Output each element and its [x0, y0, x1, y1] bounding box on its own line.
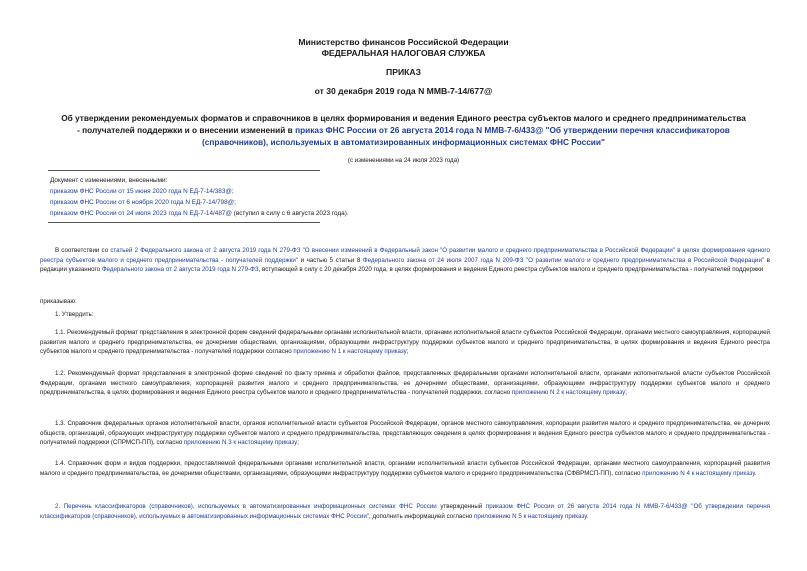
change-suffix: (вступил в силу с 6 августа 2023 года).: [231, 210, 349, 217]
item-end: .: [754, 469, 757, 477]
preamble-text: в редакции указанного: [40, 256, 770, 274]
preamble-paragraph: [40, 246, 770, 275]
divider-bottom: [48, 222, 320, 223]
document-title: [60, 112, 747, 148]
order-word: приказываю:: [40, 298, 77, 305]
item-end: ;: [297, 439, 299, 447]
change-link[interactable]: приказом ФНС России от 15 июня 2020 года N ЕД-7-14/383@: [50, 188, 232, 195]
law-link[interactable]: статьей 2 Федерального закона от 2 августа 2019 года N 279-ФЗ "О внесении изменений в Федеральный закон "О развитии малого и среднего предпринимательства в Российской Федерации" в целях формирования единого реестра субъектов малого и среднего предпринимательства - получателей поддержки": [40, 247, 770, 264]
item-text: 1.1. Рекомендуемый формат представления в электронной форме сведений федеральными органами исполнительной власти, органами исполнительной власти субъектов Российской Федерации, органами местного самоуправления, корпорацией развития малого и среднего предпринимательства, ее дочерними обществами, организациями, образующими инфраструктуру поддержки субъектов малого и среднего предпринимательства, в целях формирования и ведения Единого реестра субъектов малого и среднего предпринимательства - получателей поддержки согласно: [40, 329, 771, 356]
appendix-link[interactable]: приложению N 5 к настоящему приказу: [474, 512, 587, 520]
change-link[interactable]: приказом ФНС России от 6 ноября 2020 года N ЕД-7-14/798@: [50, 199, 235, 206]
item-paragraph: [40, 369, 770, 398]
item-paragraph: [40, 328, 770, 357]
change-item: [50, 210, 349, 217]
item-end: .: [586, 512, 589, 520]
service-name: ФЕДЕРАЛЬНАЯ НАЛОГОВАЯ СЛУЖБА: [321, 48, 486, 58]
title-text: Об утверждении рекомендуемых форматов и справочников в целях формирования и ведения Единого реестра субъектов малого и среднего предпринимательства - получателей поддержки и о внесении изменений в: [61, 113, 746, 135]
document-type: ПРИКАЗ: [386, 67, 421, 77]
item-end: ;: [406, 348, 409, 356]
item-end: ;: [625, 389, 627, 397]
appendix-link[interactable]: приложению N 3 к настоящему приказу: [183, 439, 298, 447]
change-suffix: ;: [231, 188, 234, 195]
item-text: , дополнить информацией согласно: [369, 512, 475, 520]
law-link[interactable]: Федерального закона от 24 июля 2007 года N 209-ФЗ "О развитии малого и среднего предпринимательства в Российской Федерации": [362, 256, 765, 264]
appendix-link[interactable]: приложению N 4 к настоящему приказу: [642, 469, 755, 477]
item-2-paragraph: [40, 502, 770, 521]
appendix-link[interactable]: приложению N 2 к настоящему приказу: [511, 389, 626, 397]
document-date-number: от 30 декабря 2019 года N ММВ-7-14/677@: [314, 86, 493, 96]
preamble-text: и частью 5 статьи 8: [298, 256, 363, 264]
classifier-list-link[interactable]: 2. Перечень классификаторов (справочников), используемых в автоматизированных информационных системах ФНС России: [55, 503, 437, 510]
item-paragraph: [40, 459, 770, 478]
change-item: [50, 199, 236, 206]
approve-heading: 1. Утвердить:: [55, 311, 94, 318]
preamble-text: В соответствии со: [55, 247, 111, 254]
title-link[interactable]: приказ ФНС России от 26 августа 2014 года N ММВ-7-6/433@ "Об утверждении перечня классификаторов (справочников), используемых в автоматизированных информационных системах ФНС России": [202, 125, 730, 147]
item-text: 1.4. Справочник форм и видов поддержки, предоставляемой федеральными органами исполнительной власти, органами исполнительной власти субъектов Российской Федерации, органами местного самоуправления, корпорацией развития малого и среднего предпринимательства, ее дочерними обществами, организациями, образующими инфраструктуру поддержки субъектов малого и среднего предпринимательства (СФВРМСП-ПП), согласно: [40, 460, 770, 477]
ministry-name: Министерство финансов Российской Федерации: [298, 37, 509, 47]
item-text: 1.2. Рекомендуемый формат представления в электронной форме сведений по факту приема и обработки файлов, представленных федеральными органами исполнительной власти, органами исполнительной власти субъектов Российской Федерации, органами местного самоуправления, корпорацией развития малого и среднего предпринимательства, ее дочерними обществами, организациями, образующими инфраструктуру поддержки субъектов малого и среднего предпринимательства, в целях формирования и ведения Единого реестра субъектов малого и среднего предпринимательства - получателей поддержки, согласно: [40, 370, 770, 397]
item-text: утвержденный: [436, 503, 486, 510]
item-text: 1.3. Справочник федеральных органов исполнительной власти, органов исполнительной власти субъектов Российской Федерации, органов местного самоуправления, корпорации развития малого и среднего предпринимательства, ее дочерних обществ, организаций, образующих инфраструктуру поддержки субъектов малого и среднего предпринимательства, представляющих сведения в целях формирования и ведения Единого реестра субъектов малого и среднего предпринимательства - получателей поддержки (СПРМСП-ПП), согласно: [40, 420, 770, 447]
divider-top: [48, 170, 320, 171]
change-suffix: ;: [234, 199, 236, 206]
preamble-text: , вступающей в силу с 20 декабря 2020 года, в целях формирования и ведения Единого реестра субъектов малого и среднего предпринимательства - получателей поддержки: [258, 266, 764, 274]
revision-note: (с изменениями на 24 июля 2023 года): [347, 157, 460, 164]
order-link[interactable]: приказом ФНС России от 26 августа 2014 года N ММВ-7-6/433@ "Об утверждении перечня классификаторов (справочников), используемых в автоматизированных информационных системах ФНС России": [40, 503, 770, 520]
appendix-link[interactable]: приложению N 1 к настоящему приказу: [293, 348, 407, 356]
item-paragraph: [40, 419, 770, 448]
change-item: [50, 188, 234, 195]
law-link[interactable]: Федерального закона от 2 августа 2019 года N 279-ФЗ: [101, 266, 259, 274]
change-link[interactable]: приказом ФНС России от 24 июля 2023 года N ЕД-7-14/487@: [50, 210, 232, 217]
changes-intro: Документ с изменениями, внесенными:: [50, 177, 168, 184]
